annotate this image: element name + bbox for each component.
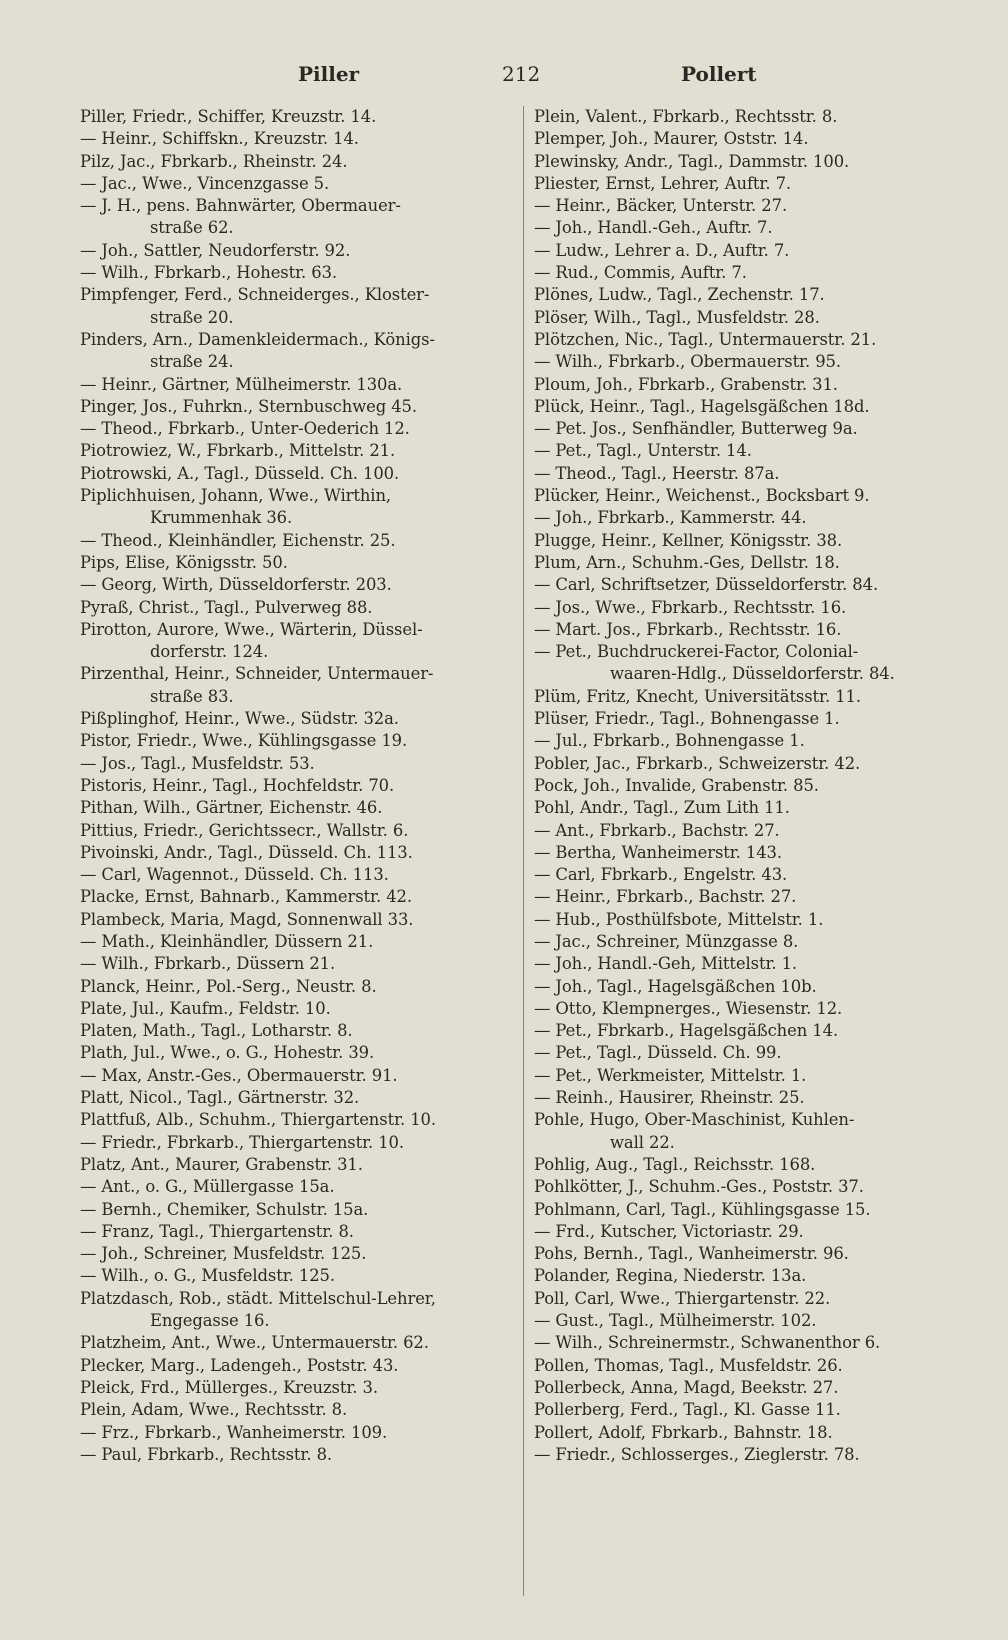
directory-entry: Pips, Elise, Königsstr. 50. xyxy=(80,552,288,572)
directory-entry: Plötzchen, Nic., Tagl., Untermauerstr. 21. xyxy=(534,329,877,349)
directory-entry-continuation: straße 20. xyxy=(150,307,234,327)
directory-entry: Pimpfenger, Ferd., Schneiderges., Kloster- xyxy=(80,285,430,305)
directory-entry: Pleick, Frd., Müllerges., Kreuzstr. 3. xyxy=(80,1377,378,1397)
directory-entry: Platt, Nicol., Tagl., Gärtnerstr. 32. xyxy=(80,1088,360,1108)
directory-entry: — Carl, Fbrkarb., Engelstr. 43. xyxy=(534,865,788,885)
directory-entry: Pinger, Jos., Fuhrkn., Sternbuschweg 45. xyxy=(80,396,417,416)
directory-entry: — Friedr., Schlosserges., Zieglerstr. 78. xyxy=(534,1444,860,1464)
directory-entry: — Carl, Schriftsetzer, Düsseldorferstr. 84. xyxy=(534,575,879,595)
directory-entry: Pobler, Jac., Fbrkarb., Schweizerstr. 42. xyxy=(534,753,861,773)
left-column xyxy=(80,106,515,1466)
directory-entry-continuation: Krummenhak 36. xyxy=(150,508,293,528)
directory-entry: — Wilh., Fbrkarb., Düssern 21. xyxy=(80,954,336,974)
directory-entry: Pollen, Thomas, Tagl., Musfeldstr. 26. xyxy=(534,1355,843,1375)
directory-entry: Pollerbeck, Anna, Magd, Beekstr. 27. xyxy=(534,1377,839,1397)
right-running-head: Pollert xyxy=(681,62,757,86)
directory-entry-continuation: waaren-Hdlg., Düsseldorferstr. 84. xyxy=(610,664,895,684)
column-divider xyxy=(523,106,524,1596)
directory-entry: — Joh., Tagl., Hagelsgäßchen 10b. xyxy=(534,976,817,996)
directory-entry-continuation: Engegasse 16. xyxy=(150,1311,270,1331)
directory-entry: Pock, Joh., Invalide, Grabenstr. 85. xyxy=(534,775,819,795)
directory-entry: — Pet., Tagl., Unterstr. 14. xyxy=(534,441,752,461)
directory-entry-continuation: straße 24. xyxy=(150,352,234,372)
directory-entry: — Heinr., Schiffskn., Kreuzstr. 14. xyxy=(80,129,359,149)
directory-entry: — Frd., Kutscher, Victoriastr. 29. xyxy=(534,1221,804,1241)
directory-entry: Platzheim, Ant., Wwe., Untermauerstr. 62. xyxy=(80,1333,429,1353)
directory-entry: Pliester, Ernst, Lehrer, Auftr. 7. xyxy=(534,173,792,193)
directory-entry: Pirzenthal, Heinr., Schneider, Untermauer- xyxy=(80,664,434,684)
directory-entry: Plath, Jul., Wwe., o. G., Hohestr. 39. xyxy=(80,1043,375,1063)
directory-entry: — Pet., Buchdruckerei-Factor, Colonial- xyxy=(534,642,859,662)
directory-entry: — Georg, Wirth, Düsseldorferstr. 203. xyxy=(80,575,392,595)
directory-entry-continuation: straße 62. xyxy=(150,218,234,238)
directory-entry: — Heinr., Fbrkarb., Bachstr. 27. xyxy=(534,887,797,907)
directory-entry: — Pet., Werkmeister, Mittelstr. 1. xyxy=(534,1065,807,1085)
directory-entry: — Heinr., Bäcker, Unterstr. 27. xyxy=(534,196,788,216)
directory-entry: Pyraß, Christ., Tagl., Pulverweg 88. xyxy=(80,597,373,617)
directory-entry: Plück, Heinr., Tagl., Hagelsgäßchen 18d. xyxy=(534,396,870,416)
directory-entry: Plemper, Joh., Maurer, Oststr. 14. xyxy=(534,129,809,149)
directory-entry: Plücker, Heinr., Weichenst., Bocksbart 9. xyxy=(534,486,870,506)
directory-entry: — Joh., Fbrkarb., Kammerstr. 44. xyxy=(534,508,807,528)
directory-entry: — Wilh., Fbrkarb., Obermauerstr. 95. xyxy=(534,352,841,372)
directory-entry: — Theod., Fbrkarb., Unter-Oederich 12. xyxy=(80,419,410,439)
directory-entry: Pivoinski, Andr., Tagl., Düsseld. Ch. 113. xyxy=(80,842,413,862)
directory-entry: Plugge, Heinr., Kellner, Königsstr. 38. xyxy=(534,530,843,550)
directory-entry: Plüser, Friedr., Tagl., Bohnengasse 1. xyxy=(534,709,840,729)
directory-entry: Plattfuß, Alb., Schuhm., Thiergartenstr. 10. xyxy=(80,1110,436,1130)
directory-entry: — Paul, Fbrkarb., Rechtsstr. 8. xyxy=(80,1444,333,1464)
directory-entry: — Friedr., Fbrkarb., Thiergartenstr. 10. xyxy=(80,1132,404,1152)
directory-entry: Plüm, Fritz, Knecht, Universitätsstr. 11. xyxy=(534,686,861,706)
directory-entry: Plönes, Ludw., Tagl., Zechenstr. 17. xyxy=(534,285,825,305)
directory-entry: Piplichhuisen, Johann, Wwe., Wirthin, xyxy=(80,486,392,506)
directory-entry: Pohlig, Aug., Tagl., Reichsstr. 168. xyxy=(534,1154,816,1174)
directory-entry: — J. H., pens. Bahnwärter, Obermauer- xyxy=(80,196,401,216)
directory-entry: — Franz, Tagl., Thiergartenstr. 8. xyxy=(80,1221,354,1241)
directory-entry: — Jac., Schreiner, Münzgasse 8. xyxy=(534,931,799,951)
directory-entry: — Ant., Fbrkarb., Bachstr. 27. xyxy=(534,820,780,840)
directory-entry: — Mart. Jos., Fbrkarb., Rechtsstr. 16. xyxy=(534,619,842,639)
directory-entry: — Wilh., o. G., Musfeldstr. 125. xyxy=(80,1266,335,1286)
directory-entry-continuation: wall 22. xyxy=(610,1132,675,1152)
directory-entry: Pohlmann, Carl, Tagl., Kühlingsgasse 15. xyxy=(534,1199,871,1219)
directory-entry-continuation: straße 83. xyxy=(150,686,234,706)
directory-entry: Pollerberg, Ferd., Tagl., Kl. Gasse 11. xyxy=(534,1400,841,1420)
directory-entry: Plum, Arn., Schuhm.-Ges, Dellstr. 18. xyxy=(534,552,840,572)
directory-entry: Plecker, Marg., Ladengeh., Poststr. 43. xyxy=(80,1355,399,1375)
directory-entry: Plate, Jul., Kaufm., Feldstr. 10. xyxy=(80,998,331,1018)
directory-entry: — Pet. Jos., Senfhändler, Butterweg 9a. xyxy=(534,419,858,439)
directory-entry: — Jul., Fbrkarb., Bohnengasse 1. xyxy=(534,731,805,751)
directory-entry: — Math., Kleinhändler, Düssern 21. xyxy=(80,931,374,951)
directory-entry: Pistor, Friedr., Wwe., Kühlingsgasse 19. xyxy=(80,731,408,751)
directory-entry: Platen, Math., Tagl., Lotharstr. 8. xyxy=(80,1021,353,1041)
directory-entry: Polander, Regina, Niederstr. 13a. xyxy=(534,1266,807,1286)
directory-entry: — Ant., o. G., Müllergasse 15a. xyxy=(80,1177,335,1197)
directory-entry: Pirotton, Aurore, Wwe., Wärterin, Düssel- xyxy=(80,619,423,639)
directory-entry: — Joh., Sattler, Neudorferstr. 92. xyxy=(80,240,351,260)
directory-entry: Pinders, Arn., Damenkleidermach., Königs- xyxy=(80,329,435,349)
directory-entry: — Jos., Tagl., Musfeldstr. 53. xyxy=(80,753,315,773)
directory-entry: Plein, Adam, Wwe., Rechtsstr. 8. xyxy=(80,1400,348,1420)
directory-entry: Poll, Carl, Wwe., Thiergartenstr. 22. xyxy=(534,1288,831,1308)
directory-entry-continuation: dorferstr. 124. xyxy=(150,642,269,662)
directory-entry: Platz, Ant., Maurer, Grabenstr. 31. xyxy=(80,1154,363,1174)
directory-entry: — Pet., Fbrkarb., Hagelsgäßchen 14. xyxy=(534,1021,839,1041)
directory-entry: — Gust., Tagl., Mülheimerstr. 102. xyxy=(534,1311,817,1331)
directory-entry: Plein, Valent., Fbrkarb., Rechtsstr. 8. xyxy=(534,107,838,126)
directory-entry: Platzdasch, Rob., städt. Mittelschul-Lehrer, xyxy=(80,1288,436,1308)
directory-entry: Piotrowski, A., Tagl., Düsseld. Ch. 100. xyxy=(80,463,400,483)
directory-entry: — Bernh., Chemiker, Schulstr. 15a. xyxy=(80,1199,369,1219)
directory-entry: — Jac., Wwe., Vincenzgasse 5. xyxy=(80,173,330,193)
directory-entry: Pilz, Jac., Fbrkarb., Rheinstr. 24. xyxy=(80,151,348,171)
directory-entry: Ploum, Joh., Fbrkarb., Grabenstr. 31. xyxy=(534,374,838,394)
directory-entry: — Reinh., Hausirer, Rheinstr. 25. xyxy=(534,1088,805,1108)
directory-entry: — Frz., Fbrkarb., Wanheimerstr. 109. xyxy=(80,1422,388,1442)
directory-entry: Pohl, Andr., Tagl., Zum Lith 11. xyxy=(534,798,790,818)
directory-entry: — Joh., Handl.-Geh, Mittelstr. 1. xyxy=(534,954,798,974)
directory-entry: Pittius, Friedr., Gerichtssecr., Wallstr. 6. xyxy=(80,820,409,840)
directory-entry: Pohlkötter, J., Schuhm.-Ges., Poststr. 37. xyxy=(534,1177,864,1197)
directory-entry: — Hub., Posthülfsbote, Mittelstr. 1. xyxy=(534,909,824,929)
directory-entry: — Carl, Wagennot., Düsseld. Ch. 113. xyxy=(80,865,389,885)
directory-entry: — Wilh., Schreinermstr., Schwanenthor 6. xyxy=(534,1333,881,1353)
directory-entry: Planck, Heinr., Pol.-Serg., Neustr. 8. xyxy=(80,976,377,996)
directory-entry: — Joh., Schreiner, Musfeldstr. 125. xyxy=(80,1244,367,1264)
directory-entry: — Heinr., Gärtner, Mülheimerstr. 130a. xyxy=(80,374,403,394)
directory-entry: — Rud., Commis, Auftr. 7. xyxy=(534,263,747,283)
page-number: 212 xyxy=(502,62,541,86)
directory-entry: Pohs, Bernh., Tagl., Wanheimerstr. 96. xyxy=(534,1244,849,1264)
directory-entry: Pithan, Wilh., Gärtner, Eichenstr. 46. xyxy=(80,798,383,818)
left-running-head: Piller xyxy=(298,62,360,86)
directory-entry: Plöser, Wilh., Tagl., Musfeldstr. 28. xyxy=(534,307,820,327)
directory-entry: — Theod., Tagl., Heerstr. 87a. xyxy=(534,463,780,483)
directory-entry: Piller, Friedr., Schiffer, Kreuzstr. 14. xyxy=(80,107,377,126)
right-column xyxy=(534,106,974,1466)
directory-entry: — Bertha, Wanheimerstr. 143. xyxy=(534,842,782,862)
directory-entry: — Max, Anstr.-Ges., Obermauerstr. 91. xyxy=(80,1065,398,1085)
directory-entry: — Otto, Klempnerges., Wiesenstr. 12. xyxy=(534,998,843,1018)
directory-entry: Pißplinghof, Heinr., Wwe., Südstr. 32a. xyxy=(80,709,399,729)
directory-entry: Pistoris, Heinr., Tagl., Hochfeldstr. 70. xyxy=(80,775,395,795)
directory-entry: — Pet., Tagl., Düsseld. Ch. 99. xyxy=(534,1043,782,1063)
directory-entry: Placke, Ernst, Bahnarb., Kammerstr. 42. xyxy=(80,887,412,907)
directory-entry: — Wilh., Fbrkarb., Hohestr. 63. xyxy=(80,263,338,283)
directory-entry: Pollert, Adolf, Fbrkarb., Bahnstr. 18. xyxy=(534,1422,833,1442)
directory-entry: — Jos., Wwe., Fbrkarb., Rechtsstr. 16. xyxy=(534,597,847,617)
directory-entry: — Theod., Kleinhändler, Eichenstr. 25. xyxy=(80,530,396,550)
directory-entry: Plambeck, Maria, Magd, Sonnenwall 33. xyxy=(80,909,414,929)
directory-entry: Piotrowiez, W., Fbrkarb., Mittelstr. 21. xyxy=(80,441,396,461)
directory-entry: Plewinsky, Andr., Tagl., Dammstr. 100. xyxy=(534,151,850,171)
directory-entry: Pohle, Hugo, Ober-Maschinist, Kuhlen- xyxy=(534,1110,855,1130)
directory-entry: — Ludw., Lehrer a. D., Auftr. 7. xyxy=(534,240,790,260)
page-header xyxy=(0,62,1008,92)
directory-entry: — Joh., Handl.-Geh., Auftr. 7. xyxy=(534,218,773,238)
